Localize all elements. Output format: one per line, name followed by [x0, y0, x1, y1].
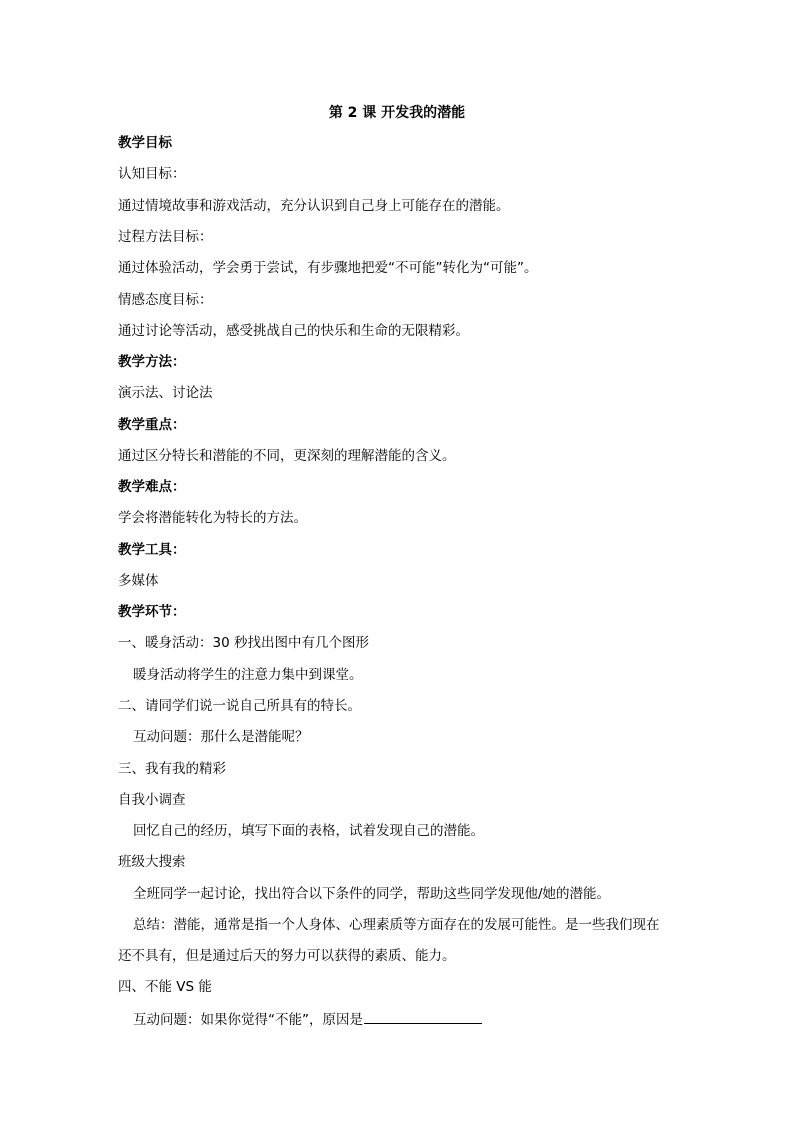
class-search-text: 全班同学一起讨论，找出符合以下条件的同学，帮助这些同学发现他/她的潜能。: [133, 886, 611, 902]
label-cognitive-goal: 认知目标：: [118, 166, 186, 182]
text-teaching-tools: 多媒体: [118, 573, 159, 589]
answer-blank-line: [364, 1009, 482, 1024]
heading-teaching-tools: 教学工具：: [118, 542, 186, 558]
step-three-title: 三、我有我的精彩: [118, 761, 226, 777]
self-survey-text: 回忆自己的经历，填写下面的表格，试着发现自己的潜能。: [133, 823, 484, 839]
step-two-title: 二、请同学们说一说自己所具有的特长。: [118, 698, 361, 714]
heading-difficult-points: 教学难点：: [118, 479, 186, 495]
self-survey-title: 自我小调查: [118, 792, 186, 808]
summary-text-line2: 还不具有，但是通过后天的努力可以获得的素质、能力。: [118, 948, 456, 964]
step-one-title: 一、暖身活动：30 秒找出图中有几个图形: [118, 635, 369, 651]
step-four-title: 四、不能 VS 能: [118, 979, 212, 995]
step-two-question: 互动问题：那什么是潜能呢？: [133, 729, 309, 745]
summary-text-line1: 总结：潜能，通常是指一个人身体、心理素质等方面存在的发展可能性。是一些我们现在: [133, 917, 660, 933]
heading-teaching-methods: 教学方法：: [118, 354, 186, 370]
text-teaching-methods: 演示法、讨论法: [118, 385, 213, 401]
label-process-goal: 过程方法目标：: [118, 229, 213, 245]
heading-teaching-goals: 教学目标: [118, 135, 172, 151]
text-process-goal: 通过体验活动，学会勇于尝试，有步骤地把爱“不可能”转化为“可能”。: [118, 260, 538, 276]
class-search-title: 班级大搜索: [118, 854, 186, 870]
step-four-question-text: 互动问题：如果你觉得“不能”，原因是: [133, 1012, 363, 1028]
heading-key-points: 教学重点：: [118, 417, 186, 433]
text-cognitive-goal: 通过情境故事和游戏活动，充分认识到自己身上可能存在的潜能。: [118, 198, 510, 214]
label-emotion-goal: 情感态度目标：: [118, 292, 213, 308]
text-key-points: 通过区分特长和潜能的不同，更深刻的理解潜能的含义。: [118, 448, 456, 464]
document-title: 第 2 课 开发我的潜能: [328, 105, 466, 121]
step-four-question: [133, 1009, 482, 1030]
heading-teaching-steps: 教学环节：: [118, 604, 186, 620]
text-difficult-points: 学会将潜能转化为特长的方法。: [118, 510, 307, 526]
step-one-text: 暖身活动将学生的注意力集中到课堂。: [133, 667, 363, 683]
text-emotion-goal: 通过讨论等活动，感受挑战自己的快乐和生命的无限精彩。: [118, 323, 469, 339]
